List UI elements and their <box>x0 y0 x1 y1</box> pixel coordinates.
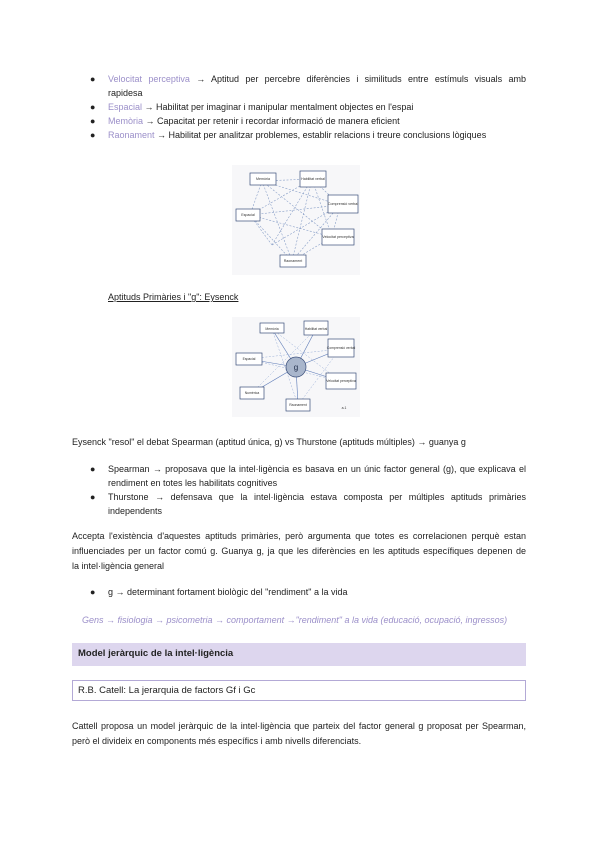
bullet-dot: ● <box>90 102 96 112</box>
box-catell <box>72 680 526 701</box>
bullet-spearman-cont: rendiment en totes les habilitats cognitives <box>108 478 278 488</box>
diagram1-label: Espacial <box>241 213 255 217</box>
diagram1-label: Memòria <box>256 177 270 181</box>
bullet-thurstone-cont: independents <box>108 506 163 516</box>
diagram1-label: Raonament <box>283 259 303 263</box>
bullet-dot: ● <box>90 116 96 126</box>
bullet-thurstone: Thurstone → defensava que la intel·ligència estava composta per múltiples aptituds primàries <box>108 492 526 502</box>
bullet-velocitat-cont: rapidesa <box>108 88 143 98</box>
diagram2-label: Memòria <box>265 327 279 331</box>
box-catell-label: R.B. Catell: La jerarquia de factors Gf i Gc <box>78 685 256 696</box>
term-raonament: Raonament <box>108 130 155 140</box>
section-title: Aptituds Primàries i "g": Eysenck <box>108 292 239 302</box>
paragraph2-line2: però el divideix en components més específics i amb nivells diferenciats. <box>72 736 362 746</box>
diagram2-label: Raonament <box>289 403 307 407</box>
paragraph1-line3: la intel·ligència general <box>72 561 165 571</box>
bullet-velocitat-text: → Aptitud per percebre diferències i similituds entre estímuls visuals amb <box>189 74 526 84</box>
diagram-eysenck <box>232 317 360 417</box>
diagram2-label: Habilitat verbal <box>304 327 328 331</box>
chain-line: Gens → fisiologia → psicometria → comportament →"rendiment" a la vida (educació, ocupació, ingressos) <box>82 615 508 625</box>
bullet-dot: ● <box>90 130 96 140</box>
bullet-g: g → determinant fortament biològic del "rendiment" a la vida <box>108 587 348 597</box>
diagram1-label: Habilitat verbal <box>301 177 325 181</box>
box-model-jerarquic <box>72 643 526 666</box>
bullet-raonament-text: → Habilitat per analitzar problemes, establir relacions i treure conclusions lògiques <box>154 130 487 140</box>
term-espacial: Espacial <box>108 102 143 112</box>
paragraph1-line1: Accepta l'existència d'aquestes aptituds primàries, però argumenta que totes es correlacionen perquè estan <box>72 531 526 541</box>
diagram2-label: Velocitat perceptiva <box>326 379 356 383</box>
bullet-memoria-text: → Capacitat per retenir i recordar informació de manera eficient <box>143 116 400 126</box>
term-memoria: Memòria <box>108 116 144 126</box>
bullet-espacial <box>108 100 413 114</box>
box-model-jerarquic-label: Model jeràrquic de la intel·ligència <box>78 648 234 659</box>
diagram1-label: Comprensió verbal <box>327 202 359 206</box>
diagram1-label: Velocitat perceptiva <box>322 235 354 239</box>
diagram2-label: Espacial <box>242 357 256 361</box>
diagram2-label: Comprensió verbal <box>326 346 356 350</box>
diagram2-label: Numèrica <box>244 391 260 395</box>
bullet-velocitat <box>108 72 526 86</box>
eysenck-line: Eysenck "resol" el debat Spearman (aptitud única, g) vs Thurstone (aptituds múltiples) → guanya g <box>72 437 466 447</box>
bullet-raonament <box>108 128 486 142</box>
bullet-memoria <box>108 114 400 128</box>
bullet-dot: ● <box>90 492 96 502</box>
bullet-dot: ● <box>90 587 96 597</box>
bullet-espacial-text: → Habilitat per imaginar i manipular mentalment objectes en l'espai <box>142 102 414 112</box>
term-velocitat: Velocitat perceptiva <box>108 74 190 84</box>
bullet-spearman: Spearman → proposava que la intel·ligència es basava en un únic factor general (g), que explicava el <box>108 464 526 474</box>
diagram2-center-label: g <box>293 363 299 372</box>
diagram2-label: a.1 <box>341 406 347 410</box>
bullet-dot: ● <box>90 464 96 474</box>
bullet-dot: ● <box>90 74 96 84</box>
paragraph1-line2: influenciades per un factor comú g. Guanya g, ja que les diferències en les aptituds específiques depenen de <box>72 546 526 556</box>
diagram-thurstone <box>232 165 360 275</box>
paragraph2-line1: Cattell proposa un model jeràrquic de la intel·ligència que parteix del factor general g proposat per Spearman, <box>72 721 526 731</box>
